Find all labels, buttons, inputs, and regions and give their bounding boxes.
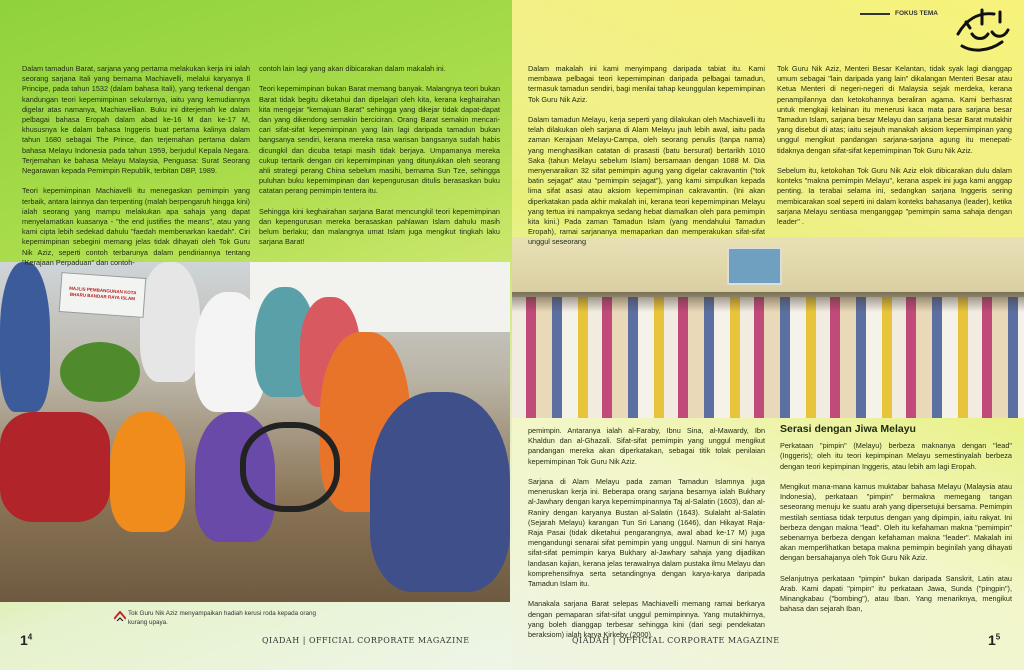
photo-wheelchair-presentation [0,262,510,602]
paragraph: Manakala sarjana Barat selepas Machiavelli memang ramai berkarya dengan pemaparan sifat-sifat unggul pemimpinnya. Yang mutakhirnya, yang boleh dianggap terbesar sehingga kini (dari segi pendekatan beraksiom) ialah karya Kirkeby (2000). [528,599,765,640]
paragraph: Sebelum itu, ketokohan Tok Guru Nik Aziz elok dibicarakan dulu dalam konteks "makna pemimpin Melayu", kerana aspek ini juga kami anggap penting. Ia terabai selama ini, sedangkan sarjana Inggeris sering membicarakan soal seperti ini dalam konteks bahasanya (leader), ketika sarjana Melayu sentiasa menganggap "pemimpin sama sahaja dengan leader" . [777,166,1012,227]
photo-sign: MAJLIS PEMBANGUNAN KOTA BHARU BANDAR RAYA ISLAM [59,272,147,318]
paragraph: pemimpin. Antaranya ialah al-Faraby, Ibnu Sina, al-Mawardy, Ibn Khaldun dan al-Ghazali. Sifat-sifat pemimpin yang unggul mengikut pandangan mereka akan diperkatakan, sebagai titik tolak penilaian kepemimpinan Tok Guru Nik Aziz. [528,426,765,466]
article-column-6 [780,424,1012,615]
paragraph: Dalam tamadun Melayu, kerja seperti yang dilakukan oleh Machiavelli itu telah dilakukan oleh sarjana di Alam Melayu jauh lebih awal, iaitu pada zaman Kerajaan Melayu-Campa, oleh seorang penulis (tanpa nama) yang menghasilkan catatan di prasasti (batu bersurat) bertarikh 1010 Saka (tahun Melayu sebelum Islam) bersamaan dengan 1088 M. Dia menyenaraikan 32 sifat pemimpin agung yang digelar cakravantin ("tok batin sejagat" atau "pemimpin sejagat"), yang kami simpulkan kepada lima sifat asasi atau aksiom kepemimpinan cakravantin. (Ini akan diperkatakan pada akhir makalah ini, kerana teori kepemimpinan Melayu yang tertua ini nampaknya sedang hebat diamalkan oleh para pemimpin kita kini.) Pada zaman Tamadun Islam (yang mendahului Tamadun Eropah), ramai sarjananya memaparkan dan memperakukan sifat-sifat unggul seseorang [528,115,765,247]
article-column-3 [528,64,765,248]
article-column-4 [777,64,1012,227]
photo-caption: Tok Guru Nik Aziz menyampaikan hadiah kerusi roda kepada orang kurang upaya. [128,610,316,626]
section-label: FOKUS TEMA [895,10,938,17]
page-number-sup: 5 [995,632,1001,642]
article-column-5 [528,426,765,640]
paragraph: contoh lain lagi yang akan dibicarakan dalam makalah ini. [259,64,446,73]
paragraph: Mengikut mana-mana kamus muktabar bahasa Melayu (Malaysia atau Indonesia), perkataan "pimpin" bermakna memegang tangan seseorang menuju ke suatu arah yang dipersetujui bersama. Pemimpin mestilah sentiasa tidak terputus dengan yang dipimpin, iaitu rakyat. Ini berbeza dengan makna "lead". Oleh itu kefahaman makna "pemimpin" sebenarnya berbeza dengan kefahaman makna "leader". Makalah ini akan memperlihatkan betapa makna pemimpin beginilah yang dihayati dengan bersahajanya oleh Tok Guru Nik Aziz. [780,482,1012,563]
footer-right: QIADAH | OFFICIAL CORPORATE MAGAZINE [572,636,780,645]
paragraph: Selanjutnya perkataan "pimpin" bukan daripada Sanskrit, Latin atau Arab. Kami dapati "pimpin" itu perkataan Jawa, Sunda ("pingpin"), Minangkabau ("bombing"), atau Iban. Yang menariknya, mengikut bahasa dan sejarah Iban, [780,573,1012,614]
paragraph: Perkataan "pimpin" (Melayu) berbeza maknanya dengan "lead" (Inggeris); oleh itu teori kepimpinan Melayu semestinyalah berbeza dengan teori kepimpinan Inggeris, atau lebih am lagi Eropah. [780,441,1012,471]
page-number: 1 [988,632,996,648]
paragraph: Sehingga kini keghairahan sarjana Barat mencungkil teori kepemimpinan dan kepengurusan mereka berasaskan pahlawan Islam dahulu masih belum berlaku; dan malangnya umat Islam juga mengikut tingkah laku sarjana Barat! [259,206,500,247]
photo-audience-hall [512,237,1024,418]
paragraph: Sarjana di Alam Melayu pada zaman Tamadun Islamnya juga meneruskan kerja ini. Beberapa orang sarjana besarnya ialah Bukhary al-Jawhary dengan karya kepemimpinannya Taj al-Salatin (1603), dan al-Raniry dengan karyanya Bustan al-Salatin (1643). Sulalaht al-Salatin (Sejarah Melayu) karangan Tun Sri Lanang (1646), dan Hikayat Raja-Raja Pasai (tidak diketahui pengarangnya, awal abad ke-17 M) juga mengandungi senarai sifat pemimpin yang unggul. Namun di sini hanya sifat-sifat pemimpin karya Bukhary al-Jawhary sahaja yang dijadikan landasan kajian, kerana jelas terawalnya dalam pustaka ilmu Melayu dan komprehensifnya serta setandingnya dengan karya-karya daripada Tamadun Islam itu. [528,477,765,589]
paragraph: Dalam makalah ini kami menyimpang daripada tabiat itu. Kami membawa pelbagai teori kepemimpinan daripada pelbagai tamadun, termasuk tamadun sendiri, bagi menilai tahap keunggulan kepemimpinan Tok Guru Nik Aziz. [528,64,765,104]
paragraph: Tok Guru Nik Aziz, Menteri Besar Kelantan, tidak syak lagi dianggap umum sebagai "lain daripada yang lain" dikalangan Menteri Besar atau Ketua Menteri di negeri-negeri di Malaysia sejak merdeka, kerana penampilannya dan ketokohannya beraliran agama. Kami berhasrat untuk mengkaji kelainan itu menerusi kaca mata para sarjana besar Tamadun Islam, sarjana besar Melayu dan sarjana besar Barat mutakhir yang disebut di atas; iaitu sejauh manakah aksiom kepemimpinan yang unggul mengikut pandangan sarjana-sarjana agung itu menepati-tidaknya dengan sifat-sifat kepemimpinan Tok Guru Nik Aziz. [777,64,1012,155]
footer-left: QIADAH | OFFICIAL CORPORATE MAGAZINE [262,636,470,645]
page-number: 1 [20,632,28,648]
caption-arrow-icon [114,611,126,621]
calligraphy-logo [952,4,1014,56]
paragraph: Teori kepemimpinan bukan Barat memang banyak. Malangnya teori bukan Barat tidak begitu diketahui dan dipelajari oleh kita, kerana keghairahan kita mengejar "kemajuan Barat" sehingga yang dikejar tidak dapat-dapat dan yang dikendong semakin berciciran. Orang Barat semakin mencari-cari sifat-sifat kepemimpinan yang lain lagi daripada tamadun bukan bangsanya sendiri, kerana mereka rasa warisan bangsanya sudah habis dicungkil dan dicuba tetapi masih tidak berjaya. Umpamanya mereka cukup tertarik dengan ciri kepemimpinan yang ditunjukkan oleh seorang ahli strategi perang China sebelum masihi, bernama Sun Tze, sehingga puluhan buku kepemimpinan dan kepengurusan ditulis berasaskan buku catatan perang pemimpin tentera itu. [259,84,500,196]
paragraph: Teori kepemimpinan Machiavelli itu menegaskan pemimpin yang terbaik, antara lainnya dan terpenting (malah berpengaruh hingga kini) ialah seorang yang mampu melakukan apa sahaja yang dapat menyelamatkan kuasanya - "the end justifies the means", atau yang kami cipta lebih sedekad dahulu "faedah membenarkan kaedah". Ciri kepemimpinan sebegini memang jelas tidak dihayati oleh Tok Guru Nik Aziz, seperti contoh terbarunya dalam pendiriannya tentang "Kerajaan Perpaduan" dan contoh- [22,186,250,267]
article-column-1 [22,64,250,268]
page-number-left [20,632,32,648]
page-number-right [988,632,1000,648]
article-column-2 [259,64,500,248]
page-number-sup: 4 [27,632,33,642]
section-heading: Serasi dengan Jiwa Melayu [780,423,916,435]
header-rule [860,13,890,15]
projector-screen [727,247,782,285]
paragraph: Dalam tamadun Barat, sarjana yang pertama melakukan kerja ini ialah seorang sarjana Itali yang bernama Machiavelli, melalui karyanya Il Principe, pada tahun 1532 (dalam bahasa Itali), yang terkenal dengan kandungan teori kepemimpinan sekularnya, iaitu yang kemudiannya digelar atas namanya, Machiavellian. Buku ini diterjemah ke dalam pelbagai bahasa Eropah dalam abad ke-16 M dan ke-17 M, khususnya ke dalam bahasa Inggeris buat pertama kalinya dalam tahun 1680 sebagai The Prince, dan terjemahan pertama dalam bahasa Melayu Indonesia pada tahun 1959, berjudul Kepala Negara. Terjemahan ke bahasa Melayu Malaysia, Penguasa: Surat Seorang Negarawan kepada Pemimpin Republik, terbitan DBP, 1989. [22,64,250,176]
